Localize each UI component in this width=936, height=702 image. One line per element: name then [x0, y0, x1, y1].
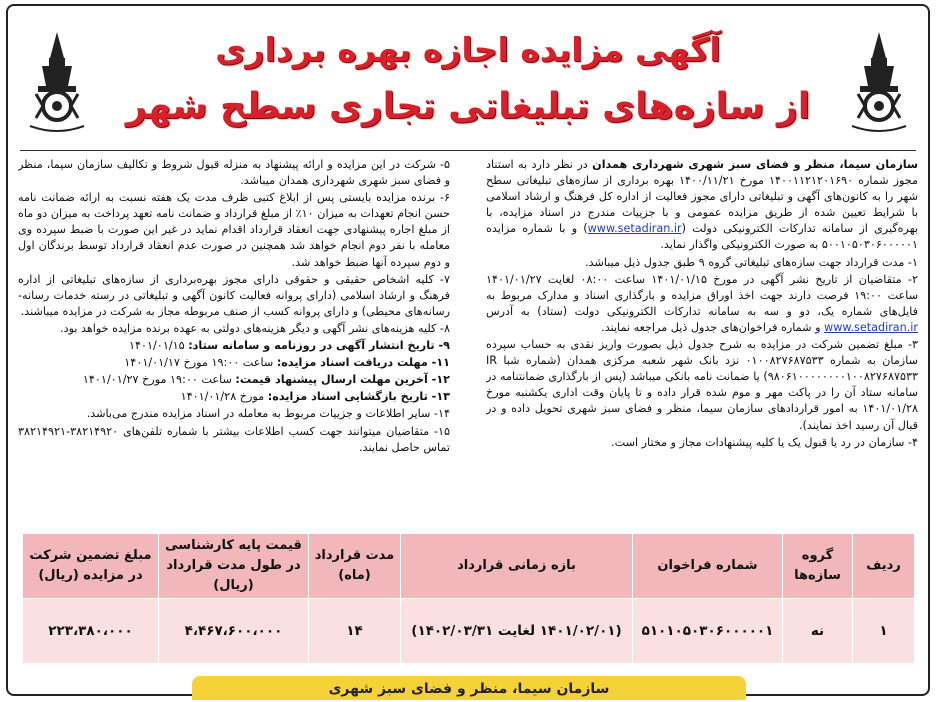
clause-11-label: ۱۱- مهلت دریافت اسناد مزایده: [276, 356, 450, 370]
clause-9 [18, 338, 450, 354]
header-contract-duration: مدت قرارداد (ماه) [309, 534, 401, 599]
clause-11 [18, 355, 450, 371]
clause-8: ۸- کلیه هزینه‌های نشر آگهی و دیگر هزینه‌های دولتی به عهده برنده مزایده خواهد بود. [60, 321, 450, 335]
clause-12-label: ۱۲- آخرین مهلت ارسال پیشنهاد قیمت: [235, 373, 450, 387]
clause-9-value: ۱۴۰۱/۰۱/۱۵ [129, 339, 185, 353]
table-row [23, 599, 915, 664]
table-header-row [23, 534, 915, 599]
footer-org-banner: سازمان سیما، منظر و فضای سبز شهری [192, 676, 746, 700]
clause-5: ۵- شرکت در این مزایده و ارائه پیشنهاد به منزله قبول شروط و تکالیف سازمان سیما، منظر و فضای سبز شهری شهرداری همدان میباشد. [18, 158, 450, 188]
clause-11-value: ساعت ۱۹:۰۰ مورخ ۱۴۰۱/۰۱/۱۷ [124, 356, 274, 370]
auction-table [22, 533, 915, 664]
intro-text: در نظر دارد به استناد مجوز شماره ۱۴۰۰۱۱۲۱۲۰۱۶۹۰ مورخ ۱۴۰۰/۱۱/۲۱ بهره برداری از سازه‌های تبلیغاتی سطح شهر را به کانون‌های آگهی و تبلیغاتی دارای مجوز فعالیت از اداره کل فرهنگ و ارشاد اسلامی با شرایط تعیین شده از طریق مزایده عمومی و با جزییات مندرج در اسناد مزایده، با بهره‌گیری از سامانه تدارکات الکترونیکی دولت ( [486, 158, 918, 236]
divider [20, 150, 916, 151]
setadiran-link[interactable]: www.setadiran.ir [587, 222, 682, 236]
cell-call-number: ۵۱۰۱۰۵۰۳۰۶۰۰۰۰۰۱ [633, 599, 783, 664]
clause-15: ۱۵- متقاضیان میتوانند جهت کسب اطلاعات بیشتر با شماره تلفن‌های ۳۸۲۱۴۹۲۰-۳۸۲۱۴۹۲۱ تماس حاصل نمایند. [18, 424, 450, 454]
clause-6: ۶- برنده مزایده بایستی پس از ابلاغ کتبی ظرف مدت یک هفته نسبت به ارائه ضمانت نامه حسن انجام تعهدات به میزان ۱۰٪ از مبلغ قرارداد و ضمانت نامه تعهد پرداخت به میزان دو ماه از مبلغ اجاره پیشنهادی جهت انعقاد قرارداد اقدام نماید در غیر این صورت با ضبط سپرده وی معامله با نفر دوم انجام خواهد شد همچنین در صورت عدم انعقاد قرارداد توسط برندگان اول و دوم سپرده آنها ضبط خواهد شد. [18, 191, 450, 269]
right-text-column [486, 157, 918, 527]
intro-paragraph [486, 157, 918, 254]
clause-13-value: مورخ ۱۴۰۱/۰۱/۲۸ [180, 390, 265, 404]
cell-contract-period: (۱۴۰۱/۰۲/۰۱ لغایت ۱۴۰۲/۰۳/۳۱) [401, 599, 633, 664]
setadiran-link[interactable]: www.setadiran.ir [824, 320, 918, 334]
municipality-logo-icon [22, 28, 92, 138]
headline-line-1: آگهی مزایده اجازه بهره برداری [215, 30, 721, 69]
intro-org-name: سازمان سیما، منظر و فضای سبز شهری شهرداری همدان [592, 158, 918, 171]
clause-12-value: ساعت ۱۹:۰۰ مورخ ۱۴۰۱/۰۱/۲۷ [82, 373, 232, 387]
intro-tail: ) و با شماره مزایده ۵۰۰۱۰۵۰۳۰۶۰۰۰۰۰۱ به صورت الکترونیکی واگذار نماید. [486, 222, 918, 252]
cell-contract-duration: ۱۴ [309, 599, 401, 664]
clause-14: ۱۴- سایر اطلاعات و جزییات مربوط به معامله در اسناد مزایده مندرج می‌باشد. [86, 407, 450, 421]
cell-structure-group: نه [783, 599, 853, 664]
header-call-number: شماره فراخوان [633, 534, 783, 599]
clause-2-text: ۲- متقاضیان از تاریخ نشر آگهی در مورخ ۱۴۰۱/۰۱/۱۵ ساعت ۰۸:۰۰ لغایت ۱۴۰۱/۰۱/۲۷ ساعت ۱۹:۰۰ فرصت دارند جهت اخذ اوراق مزایده و بارگذاری اسناد و مدارک مربوط به فایل‌های شماره یک، دو و سه به سامانه تدارکات الکترونیکی دولت (ستاد) به آدرس [486, 272, 918, 318]
header-contract-period: بازه زمانی قرارداد [401, 534, 633, 599]
header-base-price: قیمت پایه کارشناسی در طول مدت قرارداد (ریال) [159, 534, 309, 599]
clause-12 [18, 372, 450, 388]
clause-2-tail: و شماره فراخوان‌های جدول ذیل مراجعه نمایند. [601, 320, 825, 334]
header-structure-group: گروه سازه‌ها [783, 534, 853, 599]
municipality-logo-icon [844, 28, 914, 138]
left-text-column [18, 157, 450, 527]
clause-1: ۱- مدت قرارداد جهت سازه‌های تبلیغاتی گروه ۹ طبق جدول ذیل میباشد. [585, 255, 918, 269]
clause-3: ۳- مبلغ تضمین شرکت در مزایده به شرح جدول ذیل بصورت واریز نقدی به حساب سپرده سازمان به شماره ۰۱۰۰۸۲۷۶۸۷۵۳۳ نزد بانک شهر شعبه مرکزی همدان (شماره شبا IR ۹۸۰۶۱۰۰۰۰۰۰۰۰۱۰۰۸۲۷۶۸۷۵۳۳) یا ضمانت نامه بانکی میباشد (پس از بارگذاری ضمانتنامه در سامانه ستاد آن را در پاکت مهر و موم شده قرار داده و تا پایان وقت اداری یکشنبه مورخ ۱۴۰۱/۰۱/۲۸ به امور قراردادهای سازمان سیما، منظر و فضای سبز شهری تحویل داده و در قبال آن رسید اخذ نمایند). [486, 338, 918, 432]
cell-base-price: ۴،۴۶۷،۶۰۰،۰۰۰ [159, 599, 309, 664]
clause-2 [486, 272, 918, 336]
clause-9-label: ۹- تاریخ انتشار آگهی در روزنامه و سامانه ستاد: [188, 339, 450, 353]
clause-13-label: ۱۳- تاریخ بازگشایی اسناد مزایده: [267, 390, 450, 404]
clause-13 [18, 389, 450, 405]
clause-7: ۷- کلیه اشخاص حقیقی و حقوقی دارای مجوز بهره‌برداری از سازه‌های تبلیغاتی از اداره فرهنگ و ارشاد اسلامی (دارای پروانه فعالیت کانون آگهی و تبلیغاتی در رسته خدمات رسانه-رسانه‌های محیطی) و دارای پروانه کسب از صنف مربوطه مجاز به شرکت در مزایده میباشند. [18, 272, 450, 318]
headline-line-2: از سازه‌های تبلیغاتی تجاری سطح شهر [125, 86, 811, 127]
cell-guarantee-amount: ۲۲۳،۳۸۰،۰۰۰ [23, 599, 159, 664]
cell-row-number: ۱ [853, 599, 915, 664]
clause-4: ۴- سازمان در رد یا قبول یک یا کلیه پیشنهادات مجاز و مختار است. [611, 435, 918, 449]
header-guarantee-amount: مبلغ تضمین شرکت در مزایده (ریال) [23, 534, 159, 599]
header-row-number: ردیف [853, 534, 915, 599]
